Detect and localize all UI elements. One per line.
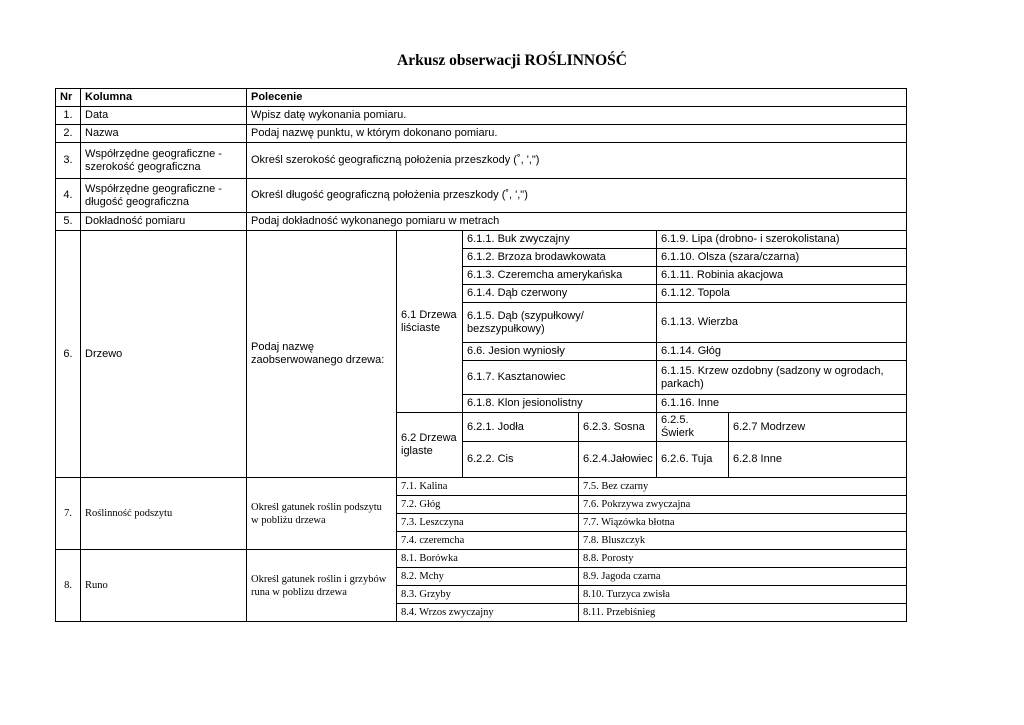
species-cell: 7.5. Bez czarny (579, 478, 907, 496)
table-row (56, 478, 907, 496)
row-polecenie: Wpisz datę wykonania pomiaru. (247, 107, 907, 125)
row-polecenie: Określ gatunek roślin podszytu w pobliżu drzewa (247, 478, 397, 550)
table-row (56, 107, 907, 125)
row-kolumna: Drzewo (81, 231, 247, 478)
species-cell: 6.1.16. Inne (657, 395, 907, 413)
row-kolumna: Współrzędne geograficzne - długość geograficzna (81, 179, 247, 213)
row-nr: 8. (56, 550, 81, 622)
row-kolumna: Nazwa (81, 125, 247, 143)
row-polecenie: Określ długość geograficzną położenia przeszkody (˚, ',") (247, 179, 907, 213)
species-cell: 6.1.11. Robinia akacjowa (657, 267, 907, 285)
species-cell: 6.1.3. Czeremcha amerykańska (463, 267, 657, 285)
header-kolumna: Kolumna (81, 89, 247, 107)
species-cell: 6.1.7. Kasztanowiec (463, 361, 657, 395)
table-row (56, 179, 907, 213)
species-cell: 7.6. Pokrzywa zwyczajna (579, 496, 907, 514)
species-cell: 8.8. Porosty (579, 550, 907, 568)
species-cell: 6.1.2. Brzoza brodawkowata (463, 249, 657, 267)
observation-table (55, 88, 907, 622)
species-cell: 6.1.10. Olsza (szara/czarna) (657, 249, 907, 267)
species-cell: 6.1.15. Krzew ozdobny (sadzony w ogrodach, parkach) (657, 361, 907, 395)
row-polecenie: Podaj nazwę zaobserwowanego drzewa: (247, 231, 397, 478)
row-nr: 3. (56, 143, 81, 179)
row-nr: 7. (56, 478, 81, 550)
row-kolumna: Roślinność podszytu (81, 478, 247, 550)
species-cell: 6.6. Jesion wyniosły (463, 343, 657, 361)
species-cell: 8.3. Grzyby (397, 586, 579, 604)
table-row (56, 213, 907, 231)
species-cell: 6.1.8. Klon jesionolistny (463, 395, 657, 413)
species-cell: 8.2. Mchy (397, 568, 579, 586)
row-polecenie: Określ szerokość geograficzną położenia przeszkody (˚, ',") (247, 143, 907, 179)
species-cell: 7.8. Bluszczyk (579, 532, 907, 550)
row-kolumna: Data (81, 107, 247, 125)
row-polecenie: Podaj nazwę punktu, w którym dokonano pomiaru. (247, 125, 907, 143)
row-nr: 2. (56, 125, 81, 143)
species-cell: 8.9. Jagoda czarna (579, 568, 907, 586)
species-cell: 6.1.9. Lipa (drobno- i szerokolistana) (657, 231, 907, 249)
table-header-row (56, 89, 907, 107)
row-polecenie: Podaj dokładność wykonanego pomiaru w metrach (247, 213, 907, 231)
row-kolumna: Dokładność pomiaru (81, 213, 247, 231)
species-cell: 8.10. Turzyca zwisła (579, 586, 907, 604)
species-cell: 6.1.12. Topola (657, 285, 907, 303)
species-cell: 7.7. Wiązówka błotna (579, 514, 907, 532)
species-cell: 8.11. Przebiśnieg (579, 604, 907, 622)
header-nr: Nr (56, 89, 81, 107)
species-cell: 6.2.5. Świerk (657, 413, 729, 442)
row-nr: 1. (56, 107, 81, 125)
table-row (56, 550, 907, 568)
row-nr: 5. (56, 213, 81, 231)
row-kolumna: Runo (81, 550, 247, 622)
species-cell: 6.1.1. Buk zwyczajny (463, 231, 657, 249)
species-cell: 6.1.13. Wierzba (657, 303, 907, 343)
species-cell: 6.2.3. Sosna (579, 413, 657, 442)
species-cell: 6.2.4.Jałowiec (579, 442, 657, 478)
species-cell: 6.1.4. Dąb czerwony (463, 285, 657, 303)
group-label-iglaste: 6.2 Drzewa iglaste (397, 413, 463, 478)
species-cell: 6.2.7 Modrzew (729, 413, 907, 442)
row-nr: 4. (56, 179, 81, 213)
row-kolumna: Współrzędne geograficzne - szerokość geograficzna (81, 143, 247, 179)
species-cell: 8.4. Wrzos zwyczajny (397, 604, 579, 622)
species-cell: 8.1. Borówka (397, 550, 579, 568)
table-row (56, 125, 907, 143)
species-cell: 6.2.6. Tuja (657, 442, 729, 478)
species-cell: 7.3. Leszczyna (397, 514, 579, 532)
species-cell: 6.2.1. Jodła (463, 413, 579, 442)
table-row (56, 231, 907, 249)
species-cell: 7.1. Kalina (397, 478, 579, 496)
species-cell: 6.1.5. Dąb (szypułkowy/ bezszypułkowy) (463, 303, 657, 343)
header-polecenie: Polecenie (247, 89, 907, 107)
species-cell: 6.2.2. Cis (463, 442, 579, 478)
group-label-lisciaste: 6.1 Drzewa liściaste (397, 231, 463, 413)
table-row (56, 143, 907, 179)
species-cell: 6.2.8 Inne (729, 442, 907, 478)
page-title: Arkusz obserwacji ROŚLINNOŚĆ (397, 52, 627, 69)
species-cell: 7.2. Głóg (397, 496, 579, 514)
row-nr: 6. (56, 231, 81, 478)
species-cell: 6.1.14. Głóg (657, 343, 907, 361)
row-polecenie: Określ gatunek roślin i grzybów runa w poblizu drzewa (247, 550, 397, 622)
species-cell: 7.4. czeremcha (397, 532, 579, 550)
